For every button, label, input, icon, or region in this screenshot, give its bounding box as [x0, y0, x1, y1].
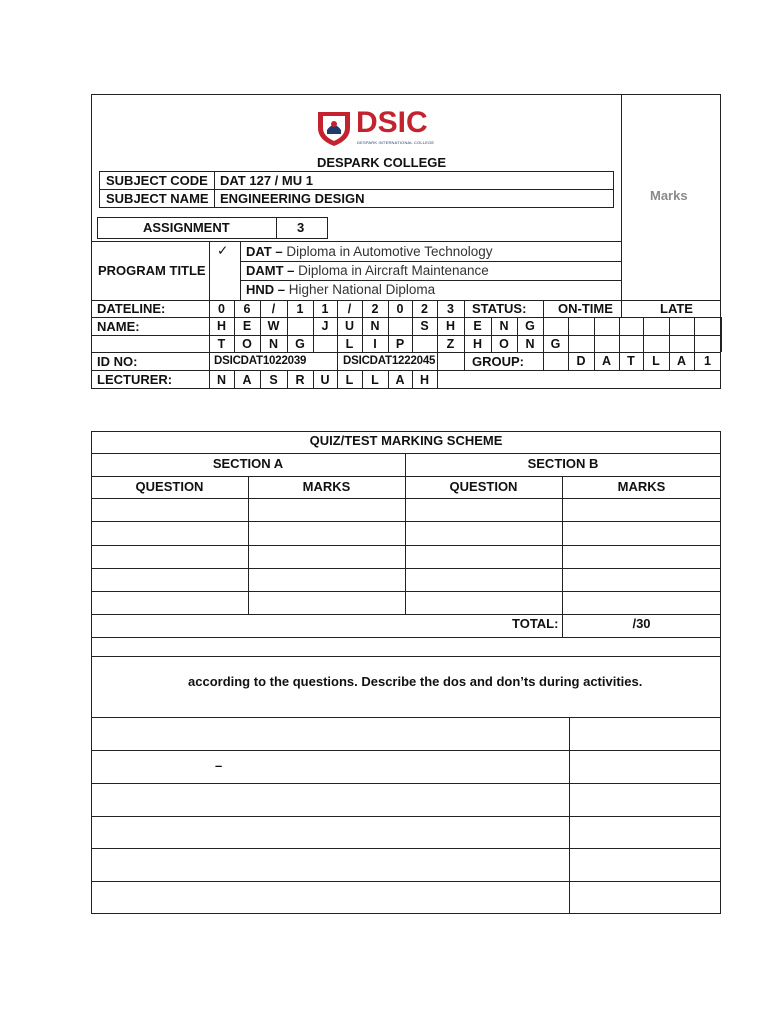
dateline-char: /	[271, 302, 276, 316]
name-row1-char: G	[525, 319, 535, 333]
dateline-label: DATELINE:	[97, 301, 166, 316]
dateline-char: 3	[447, 302, 454, 316]
name-row1-char: N	[499, 319, 509, 333]
college-logo	[314, 106, 435, 150]
logo-text: DSIC	[356, 106, 428, 139]
section-b-header: SECTION B	[527, 456, 599, 471]
group-char: L	[652, 354, 660, 368]
total-value: /30	[632, 616, 651, 631]
name-row1-char: H	[445, 319, 456, 333]
name-row2-char: T	[217, 337, 226, 351]
name-row2-char: N	[268, 337, 279, 351]
idno-label: ID NO:	[97, 354, 138, 369]
name-row1-char: N	[370, 319, 380, 333]
marks-label: Marks	[650, 188, 688, 203]
marks-divider	[621, 94, 622, 300]
subject-name-label: SUBJECT NAME	[106, 191, 209, 206]
name-row1-char: E	[473, 319, 482, 333]
name-row2-char: O	[499, 337, 509, 351]
dateline-char: 0	[396, 302, 404, 316]
question-header-b: QUESTION	[449, 479, 518, 494]
name-row2-char: L	[345, 337, 354, 351]
lecturer-char: H	[419, 373, 430, 387]
subject-name-value: ENGINEERING DESIGN	[220, 191, 365, 206]
name-row1-char: E	[242, 319, 252, 333]
total-label: TOTAL:	[512, 616, 559, 631]
assignment-value: 3	[297, 220, 305, 235]
group-char: D	[576, 354, 586, 368]
name-row2-char: G	[295, 337, 305, 351]
section-a-header: SECTION A	[212, 456, 284, 471]
group-char: T	[627, 354, 635, 368]
dateline-char: 1	[321, 302, 329, 316]
logo-tagline: DESPARK INTERNATIONAL COLLEGE	[357, 140, 435, 145]
assignment-label: ASSIGNMENT	[143, 220, 230, 235]
group-label: GROUP:	[472, 354, 524, 369]
id-number-1: DSICDAT1022039	[214, 355, 307, 367]
group-char: A	[601, 354, 612, 368]
dateline-char: /	[347, 302, 352, 316]
lecturer-char: L	[371, 373, 379, 387]
lecturer-char: A	[242, 373, 252, 387]
subject-code-label: SUBJECT CODE	[106, 173, 208, 188]
lecturer-char: L	[345, 373, 354, 387]
dateline-char: 0	[218, 302, 225, 316]
program-dat: DAT – Diploma in Automotive Technology	[246, 244, 493, 259]
instruction-text: according to the questions. Describe the dos and don’ts during activities.	[188, 674, 643, 689]
marking-scheme-table	[91, 431, 721, 914]
marks-header-a: MARKS	[302, 479, 351, 494]
program-check: ✓	[217, 243, 229, 258]
marks-header-b: MARKS	[617, 479, 666, 494]
question-header-a: QUESTION	[135, 479, 204, 494]
name-label: NAME:	[97, 319, 140, 334]
shield-icon	[314, 108, 354, 148]
program-damt: DAMT – Diploma in Aircraft Maintenance	[246, 263, 489, 278]
scheme-title: QUIZ/TEST MARKING SCHEME	[309, 433, 503, 448]
name-row1-char: J	[321, 319, 329, 333]
dash-mark: –	[215, 758, 223, 773]
name-row2-char: I	[373, 337, 377, 351]
subject-code-value: DAT 127 / MU 1	[220, 173, 313, 188]
name-row1-char: U	[344, 319, 355, 333]
dateline-char: 2	[421, 302, 428, 316]
dateline-char: 6	[243, 302, 251, 316]
dateline-char: 2	[371, 302, 379, 316]
name-row2-char: P	[395, 337, 405, 351]
status-label: STATUS:	[472, 301, 527, 316]
program-hnd: HND – Higher National Diploma	[246, 282, 436, 297]
name-row1-char: H	[216, 319, 227, 333]
program-title-label: PROGRAM TITLE	[98, 263, 206, 278]
name-row2-char: N	[525, 337, 535, 351]
name-row1-char: W	[267, 319, 280, 333]
lecturer-char: U	[320, 373, 330, 387]
status-ontime: ON-TIME	[558, 301, 613, 316]
name-row2-char: G	[550, 337, 561, 351]
id-number-2: DSICDAT1222045	[343, 355, 436, 367]
dateline-char: 1	[296, 302, 304, 316]
lecturer-char: A	[395, 373, 405, 387]
group-char: 1	[704, 354, 711, 368]
lecturer-char: S	[269, 373, 278, 387]
status-late: LATE	[660, 301, 693, 316]
name-row2-char: O	[242, 337, 252, 351]
lecturer-char: N	[216, 373, 227, 387]
name-row2-char: Z	[446, 337, 455, 351]
group-char: A	[676, 354, 687, 368]
college-name: DESPARK COLLEGE	[317, 155, 447, 170]
name-row2-char: H	[472, 337, 483, 351]
lecturer-char: R	[295, 373, 305, 387]
name-row1-char: S	[420, 319, 429, 333]
lecturer-label: LECTURER:	[97, 372, 173, 387]
